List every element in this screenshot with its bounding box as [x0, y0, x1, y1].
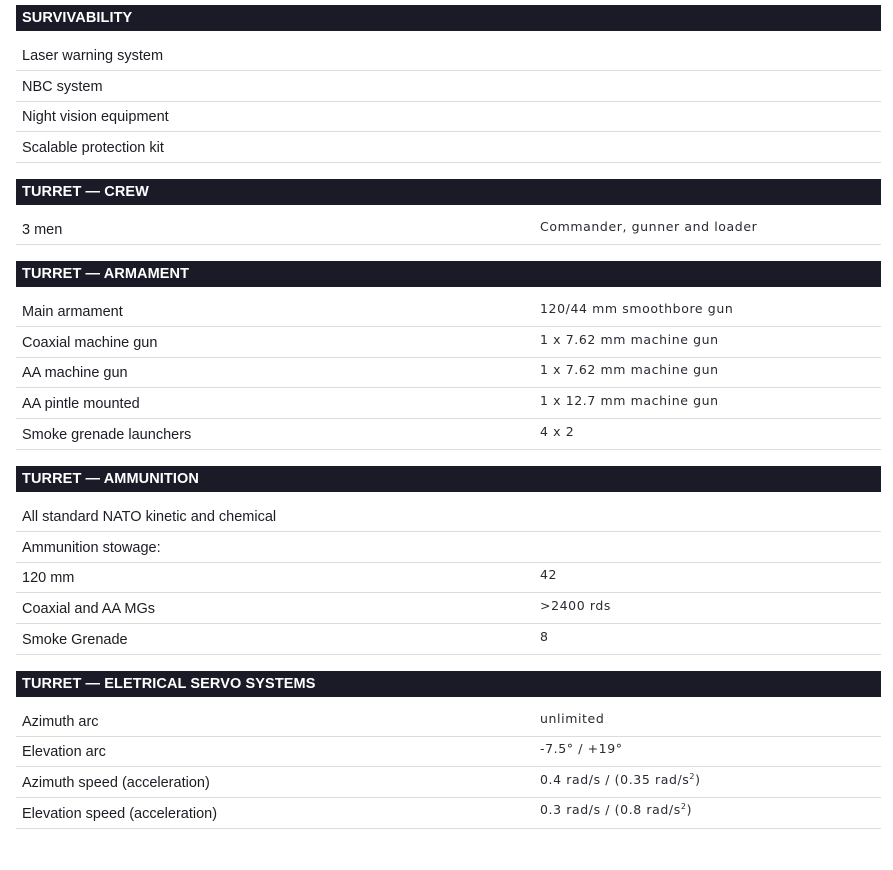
spec-row	[16, 593, 881, 624]
spec-label: Elevation speed (acceleration)	[22, 805, 218, 822]
spec-row	[16, 737, 881, 768]
section-turret-crew	[16, 179, 881, 245]
spec-label: AA pintle mounted	[22, 396, 140, 413]
spec-label: 3 men	[22, 222, 63, 239]
spec-value: -7.5° / +19°	[540, 741, 623, 757]
spec-row	[16, 287, 881, 327]
spec-value-text: 0.4 rad/s / (0.35 rad/s	[540, 771, 690, 787]
spec-value: 1 x 7.62 mm machine gun	[540, 362, 719, 378]
spec-row	[16, 419, 881, 450]
spec-value	[540, 772, 701, 787]
spec-label: Laser warning system	[22, 48, 164, 64]
spec-row	[16, 71, 881, 102]
spec-label: Elevation arc	[22, 744, 106, 761]
section-survivability	[16, 5, 881, 163]
section-turret-servo-systems	[16, 671, 881, 829]
spec-row	[16, 798, 881, 829]
spec-row	[16, 102, 881, 133]
spec-value: 42	[540, 567, 558, 583]
spec-row	[16, 563, 881, 594]
spec-row	[16, 697, 881, 737]
spec-label: Scalable protection kit	[22, 140, 164, 157]
spec-value-suffix: )	[686, 802, 693, 818]
spec-value-exponent: 2	[689, 771, 696, 781]
spec-label: Main armament	[22, 304, 123, 321]
spec-label: Azimuth arc	[22, 713, 99, 730]
section-header: SURVIVABILITY	[16, 5, 881, 31]
spec-row	[16, 132, 881, 163]
spec-row	[16, 358, 881, 389]
spec-label: AA machine gun	[22, 365, 128, 382]
spec-row	[16, 205, 881, 245]
spec-row	[16, 327, 881, 358]
spec-value: Commander, gunner and loader	[540, 219, 758, 235]
spec-value	[540, 802, 692, 817]
spec-value-suffix: )	[695, 771, 701, 787]
spec-value: 8	[540, 628, 549, 644]
spec-value-exponent: 2	[680, 802, 687, 812]
spec-label: 120 mm	[22, 570, 75, 587]
section-header: TURRET — AMMUNITION	[16, 466, 881, 492]
spec-row	[16, 31, 881, 71]
section-turret-ammunition	[16, 466, 881, 655]
spec-row	[16, 767, 881, 798]
spec-label: Coaxial machine gun	[22, 334, 158, 351]
spec-label: Night vision equipment	[22, 109, 169, 126]
spec-row	[16, 532, 881, 563]
spec-row	[16, 624, 881, 655]
spec-label: Ammunition stowage:	[22, 539, 161, 556]
spec-row	[16, 388, 881, 419]
spec-row	[16, 492, 881, 532]
spec-label: NBC system	[22, 78, 103, 95]
spec-label: Azimuth speed (acceleration)	[22, 774, 210, 791]
spec-sheet	[16, 5, 881, 829]
spec-label: All standard NATO kinetic and chemical	[22, 508, 277, 525]
spec-value: 1 x 12.7 mm machine gun	[540, 393, 719, 409]
spec-value-text: 0.3 rad/s / (0.8 rad/s	[540, 802, 681, 818]
section-turret-armament	[16, 261, 881, 450]
section-header: TURRET — CREW	[16, 179, 881, 205]
spec-label: Smoke Grenade	[22, 631, 128, 648]
spec-value: 1 x 7.62 mm machine gun	[540, 331, 719, 347]
spec-label: Coaxial and AA MGs	[22, 600, 155, 617]
spec-label: Smoke grenade launchers	[22, 426, 192, 443]
spec-value: 4 x 2	[540, 423, 575, 439]
section-header: TURRET — ARMAMENT	[16, 261, 881, 287]
spec-value: >2400 rds	[540, 597, 612, 613]
spec-value: unlimited	[540, 710, 605, 726]
section-header: TURRET — ELETRICAL SERVO SYSTEMS	[16, 671, 881, 697]
spec-value: 120/44 mm smoothbore gun	[540, 301, 734, 317]
